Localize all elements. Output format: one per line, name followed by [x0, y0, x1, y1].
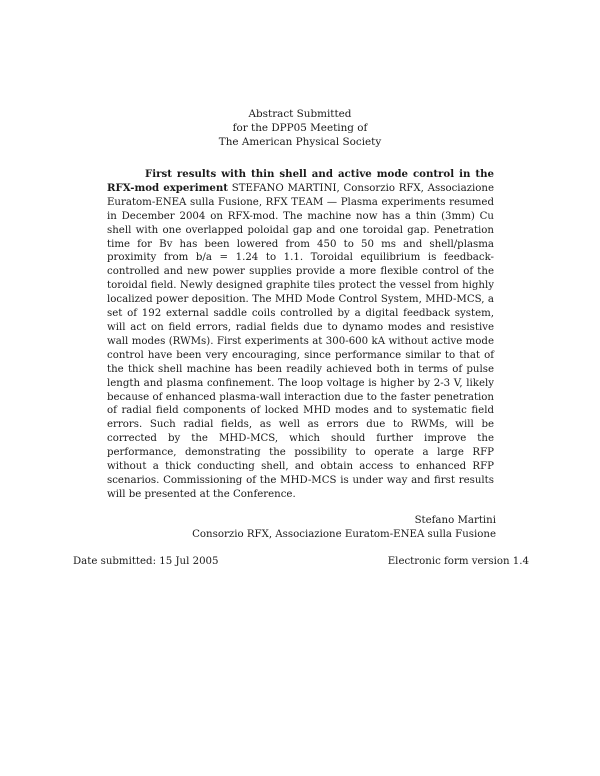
abstract-separator: — — [326, 196, 338, 208]
abstract-title: First results with thin shell and active mode control in the RFX-mod experiment — [107, 168, 494, 194]
signature-name: Stefano Martini — [414, 515, 496, 526]
signature-affiliation: Consorzio RFX, Associazione Euratom-ENEA sulla Fusione — [192, 529, 496, 540]
date-submitted: Date submitted: 15 Jul 2005 — [73, 556, 219, 567]
form-version: Electronic form version 1.4 — [387, 556, 529, 567]
header-line-society: The American Physical Society — [218, 136, 382, 148]
abstract-body: Plasma experiments resumed in December 2004 on RFX-mod. The machine now has a thin (3mm) Cu shell with one overlapped poloidal gap and one toroidal gap. Penetration time for Bv has been lowered from 450 to 50 ms and shell/plasma proximity from b/a = 1.24 to 1.1. Toroidal equilibrium is feedback-controlled and new power supplies provide a more flexible control of the toroidal field. Newly designed graphite tiles protect the vessel from highly localized power deposition. The MHD Mode Control System, MHD-MCS, a set of 192 external saddle coils controlled by a digital feedback system, will act on field errors, radial fields due to dynamo modes and resistive wall modes (RWMs). First experiments at 300-600 kA without active mode control have been very encouraging, since performance similar to that of the thick shell machine has been readily achieved both in terms of pulse length and plasma confinement. The loop voltage is higher by 2-3 V, likely because of enhanced plasma-wall interaction due to the faster penetration of radial field components of locked MHD modes and to systematic field errors. Such radial fields, as well as errors due to RWMs, will be corrected by the MHD-MCS, which should further improve the performance, demonstrating the possibility to operate a large RFP without a thick conducting shell, and obtain access to enhanced RFP scenarios. Commissioning of the MHD-MCS is under way and first results will be presented at the Conference. — [107, 196, 494, 500]
abstract-authors: STEFANO MARTINI, Consorzio RFX, Associazione Euratom-ENEA sulla Fusione, RFX TEAM — [107, 182, 494, 208]
header-line-meeting: for the DPP05 Meeting of — [232, 122, 368, 134]
abstract-paragraph — [107, 168, 494, 502]
header-line-abstract-submitted: Abstract Submitted — [248, 108, 352, 120]
document-header — [0, 107, 600, 149]
